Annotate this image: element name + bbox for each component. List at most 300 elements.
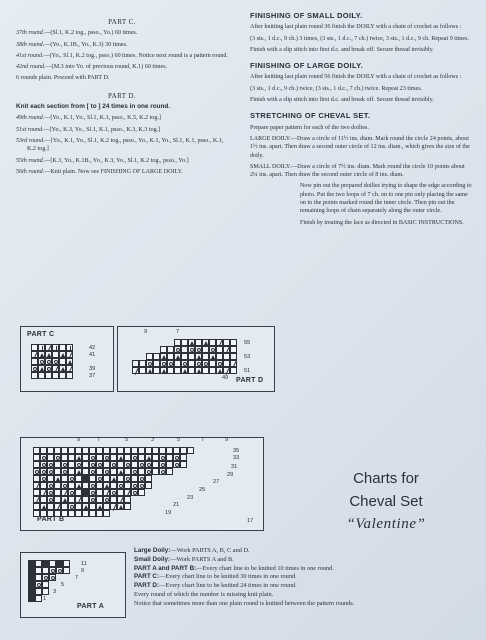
chart-cell [195, 367, 202, 374]
chart-cell [173, 447, 180, 454]
stretching-heading: STRETCHING OF CHEVAL SET. [250, 111, 371, 121]
legend [134, 547, 474, 609]
chart-cell [159, 454, 166, 461]
chart-cell [68, 489, 75, 496]
chart-cell [166, 454, 173, 461]
chart-cell [138, 475, 145, 482]
chart-cell [47, 475, 54, 482]
chart-cell [103, 461, 110, 468]
part-b-top-6: 7 [201, 437, 205, 443]
chart-cell [174, 346, 181, 353]
chart-cell [59, 372, 66, 379]
chart-cell [54, 461, 61, 468]
chart-cell [47, 454, 54, 461]
chart-cell [124, 461, 131, 468]
chart-cell [223, 353, 230, 360]
chart-cell [188, 346, 195, 353]
part-b-num-21: 21 [173, 502, 180, 508]
chart-cell [35, 588, 42, 595]
chart-cell [153, 360, 160, 367]
part-d-grid [132, 339, 237, 374]
title-line-1: Charts for [353, 470, 419, 487]
chart-cell [89, 447, 96, 454]
chart-cell [75, 489, 82, 496]
chart-cell [230, 367, 237, 374]
chart-cell [82, 496, 89, 503]
stretch-p5: Finish by treating the lace as directed in BASIC INSTRUCTIONS. [300, 219, 464, 226]
chart-cell [152, 461, 159, 468]
chart-cell [54, 482, 61, 489]
chart-cell [42, 588, 49, 595]
part-b-top-2: 7 [97, 437, 101, 443]
chart-cell [61, 447, 68, 454]
chart-cell [160, 367, 167, 374]
chart-cell [82, 447, 89, 454]
chart-cell [52, 372, 59, 379]
part-b-num-35: 35 [233, 448, 240, 454]
chart-cell [110, 475, 117, 482]
chart-cell [223, 360, 230, 367]
legend-note-1: Every round of which the number is missing knit plain. [134, 590, 274, 598]
part-d-top-9: 9 [144, 329, 148, 335]
chart-cell [35, 574, 42, 581]
chart-cell [82, 489, 89, 496]
part-a-num-3: 3 [53, 589, 57, 595]
chart-cell [181, 353, 188, 360]
chart-cell [35, 581, 42, 588]
chart-cell [223, 339, 230, 346]
part-b-top-4: 3 [151, 437, 155, 443]
chart-cell [54, 503, 61, 510]
chart-cell [75, 475, 82, 482]
chart-cell [174, 360, 181, 367]
chart-cell [61, 489, 68, 496]
round-56: 56th round.—Knit plain. Now see FINISHING OF LARGE DOILY. [16, 168, 183, 175]
chart-cell [68, 496, 75, 503]
chart-cell [82, 461, 89, 468]
small-finish-p1: After knitting last plain round 36 finish the DOILY with a chain of crochet as follows : [250, 24, 462, 31]
chart-cell [82, 510, 89, 517]
chart-cell [202, 353, 209, 360]
chart-cell [40, 475, 47, 482]
chart-part-d [117, 326, 275, 392]
chart-cell [145, 475, 152, 482]
chart-cell [103, 489, 110, 496]
chart-cell [131, 468, 138, 475]
chart-cell [103, 454, 110, 461]
chart-cell [82, 503, 89, 510]
stretch-p3: SMALL DOILY.—Draw a circle of 7½ ins. diam. Mark round the circle 10 points about 2¼ ins. apart. Then draw the second outer circle of 8 ins. diam. [250, 163, 465, 179]
chart-cell [35, 560, 42, 567]
chart-cell [131, 454, 138, 461]
chart-cell [117, 482, 124, 489]
chart-cell [61, 454, 68, 461]
part-b-num-23: 23 [187, 495, 194, 501]
chart-cell [66, 351, 73, 358]
chart-cell [54, 447, 61, 454]
chart-cell [152, 454, 159, 461]
chart-cell [33, 461, 40, 468]
chart-cell [230, 360, 237, 367]
chart-cell [31, 358, 38, 365]
chart-cell [188, 360, 195, 367]
chart-cell [40, 489, 47, 496]
chart-cell [110, 461, 117, 468]
chart-cell [82, 468, 89, 475]
chart-cell [33, 454, 40, 461]
round-37: 37th round.—(Sl.1, K.2 tog., psso., Yo.) 60 times. [16, 30, 138, 37]
chart-cell [209, 339, 216, 346]
chart-cell [35, 595, 42, 602]
part-c-num-39: 39 [89, 366, 96, 372]
chart-cell [61, 496, 68, 503]
chart-cell [124, 447, 131, 454]
chart-cell [96, 468, 103, 475]
chart-cell [28, 595, 35, 602]
chart-cell [160, 353, 167, 360]
chart-cell [56, 567, 63, 574]
stretch-p2: LARGE DOILY.—Draw a circle of 11½ ins. diam. Mark round the circle 24 points, about 1½ ins. apart. Then draw a second outer circle of 12 ins. diam., which gives the size of the doily. [250, 135, 470, 159]
chart-cell [152, 468, 159, 475]
chart-cell [82, 454, 89, 461]
chart-cell [61, 503, 68, 510]
chart-cell [139, 360, 146, 367]
chart-cell [145, 461, 152, 468]
chart-cell [124, 503, 131, 510]
chart-cell [49, 567, 56, 574]
chart-cell [47, 496, 54, 503]
round-49: 49th round.—[Yo., K.1, Yo., Sl.1, K.1, psso., K.5, K.2 tog.] [16, 115, 161, 122]
chart-cell [216, 339, 223, 346]
chart-cell [117, 447, 124, 454]
chart-cell [124, 489, 131, 496]
chart-cell [28, 567, 35, 574]
chart-cell [35, 567, 42, 574]
chart-cell [230, 353, 237, 360]
chart-cell [110, 503, 117, 510]
chart-cell [181, 367, 188, 374]
chart-cell [33, 496, 40, 503]
chart-cell [202, 360, 209, 367]
chart-cell [110, 454, 117, 461]
chart-cell [117, 461, 124, 468]
legend-part-c: PART C:—Every chart line to be knitted 30 times in one round. [134, 573, 297, 581]
chart-cell [45, 351, 52, 358]
chart-cell [31, 372, 38, 379]
chart-cell [159, 461, 166, 468]
chart-cell [52, 358, 59, 365]
part-c-label: PART C [27, 331, 55, 338]
chart-cell [63, 560, 70, 567]
chart-cell [145, 454, 152, 461]
part-b-num-29: 29 [227, 472, 234, 478]
part-b-num-25: 25 [199, 487, 206, 493]
chart-cell [216, 346, 223, 353]
chart-cell [68, 468, 75, 475]
part-d-num-53: 53 [244, 354, 251, 360]
chart-cell [202, 367, 209, 374]
chart-cell [38, 365, 45, 372]
knit-each-section: Knit each section from [ to ] 24 times in one round. [16, 103, 171, 111]
chart-cell [75, 496, 82, 503]
chart-cell [68, 461, 75, 468]
chart-cell [174, 367, 181, 374]
chart-cell [216, 360, 223, 367]
chart-cell [54, 475, 61, 482]
chart-cell [223, 346, 230, 353]
chart-cell [42, 567, 49, 574]
chart-cell [33, 475, 40, 482]
chart-cell [47, 468, 54, 475]
chart-cell [131, 475, 138, 482]
chart-cell [166, 468, 173, 475]
chart-cell [110, 489, 117, 496]
chart-cell [45, 358, 52, 365]
legend-part-d: PART D:—Every chart line to be knitted 24 times in one round. [134, 582, 297, 590]
chart-cell [117, 468, 124, 475]
chart-cell [31, 365, 38, 372]
finishing-small-heading: FINISHING OF SMALL DOILY. [250, 11, 363, 20]
chart-cell [132, 360, 139, 367]
chart-cell [209, 360, 216, 367]
chart-cell [110, 447, 117, 454]
chart-cell [66, 358, 73, 365]
chart-cell [153, 353, 160, 360]
chart-cell [40, 503, 47, 510]
chart-cell [174, 353, 181, 360]
chart-cell [47, 503, 54, 510]
chart-cell [131, 482, 138, 489]
chart-cell [59, 365, 66, 372]
chart-cell [146, 360, 153, 367]
chart-cell [40, 496, 47, 503]
chart-cell [96, 510, 103, 517]
small-finish-p3: Finish with a slip stitch into first d.c. and break off. Secure thread invisibly. [250, 46, 434, 53]
chart-cell [167, 353, 174, 360]
large-finish-p2: (3 sts., 1 d.c., 9 ch.) twice, (3 sts., 1 d.c., 7 ch.) twice. Repeat 23 times. [250, 85, 423, 92]
chart-cell [47, 447, 54, 454]
chart-part-a [20, 552, 126, 618]
chart-cell [89, 482, 96, 489]
chart-cell [145, 482, 152, 489]
chart-cell [131, 461, 138, 468]
chart-cell [145, 447, 152, 454]
chart-cell [124, 468, 131, 475]
round-51: 51st round.—[Yo., K.3, Yo., Sl.1, K.1, psso., K.3, K.3 tog.] [16, 126, 161, 133]
chart-cell [38, 372, 45, 379]
chart-cell [138, 489, 145, 496]
chart-cell [166, 447, 173, 454]
round-53: 53rd round.—[Yo., K.1, Yo., Sl.1, K.2 tog., psso., Yo., K.1, Yo., Sl.1, K.1, psso., K.1, K.2 tog.] [16, 137, 224, 153]
chart-cell [59, 344, 66, 351]
chart-cell [47, 461, 54, 468]
part-a-num-11: 11 [81, 561, 87, 567]
part-b-top-1: 9 [77, 437, 81, 443]
chart-cell [96, 482, 103, 489]
chart-cell [31, 344, 38, 351]
chart-cell [187, 447, 194, 454]
chart-cell [75, 461, 82, 468]
chart-cell [45, 365, 52, 372]
chart-cell [103, 475, 110, 482]
chart-cell [159, 447, 166, 454]
round-42: 42nd round.—(M.3 into Yo. of previous round, K.1) 60 times. [16, 64, 168, 71]
part-b-num-31: 31 [231, 464, 238, 470]
chart-cell [89, 461, 96, 468]
chart-cell [33, 447, 40, 454]
chart-cell [68, 503, 75, 510]
chart-cell [42, 581, 49, 588]
chart-cell [89, 468, 96, 475]
chart-cell [38, 351, 45, 358]
round-38: 38th round.—(Yo., K.1B., Yo., K.3) 30 times. [16, 41, 128, 48]
round-55: 55th round.—[K.3, Yo., K.1B., Yo., K.3, Yo., Sl.1, K.2 tog., psso., Yo.] [16, 157, 189, 164]
chart-cell [195, 339, 202, 346]
chart-cell [138, 447, 145, 454]
chart-cell [195, 360, 202, 367]
chart-cell [160, 360, 167, 367]
chart-cell [180, 454, 187, 461]
chart-cell [82, 482, 89, 489]
chart-cell [124, 475, 131, 482]
part-a-num-5: 5 [61, 582, 65, 588]
stretch-p4: Now pin out the prepared doilies trying to shape the edge according to photo. Put the two loops of 7 ch. on to one pin only placing the same on to the points marked round the inner circle. Then pin out the remaining loops of chain separately along the outer circle. [300, 183, 472, 215]
chart-cell [103, 496, 110, 503]
chart-cell [103, 482, 110, 489]
part-d-heading: PART D. [107, 91, 137, 100]
chart-cell [75, 510, 82, 517]
chart-cell [202, 346, 209, 353]
chart-cell [89, 496, 96, 503]
chart-cell [63, 567, 70, 574]
stretch-p1: Prepare paper pattern for each of the two doilies. [250, 124, 369, 131]
right-column [250, 12, 472, 230]
part-c-num-42: 42 [89, 345, 96, 351]
chart-cell [180, 447, 187, 454]
chart-cell [146, 367, 153, 374]
chart-cell [138, 461, 145, 468]
chart-cell [124, 454, 131, 461]
chart-cell [110, 482, 117, 489]
chart-cell [96, 454, 103, 461]
part-a-label: PART A [77, 603, 105, 610]
chart-cell [216, 367, 223, 374]
chart-cell [110, 496, 117, 503]
chart-cell [103, 468, 110, 475]
small-finish-p2: (3 sts., 1 d.c., 9 ch.) 3 times, (3 sts., 1 d.c., 7 ch.) twice, 3 sts., 1 d.c., 9 ch. Repeat 9 times. [250, 35, 470, 42]
chart-cell [167, 360, 174, 367]
chart-cell [110, 468, 117, 475]
chart-cell [216, 353, 223, 360]
chart-cell [146, 353, 153, 360]
chart-cell [42, 574, 49, 581]
chart-cell [75, 482, 82, 489]
chart-cell [66, 365, 73, 372]
chart-cell [59, 358, 66, 365]
legend-note-2: Notice that sometimes more than one plain round is knitted between the pattern rounds. [134, 599, 355, 607]
chart-cell [159, 468, 166, 475]
chart-cell [28, 588, 35, 595]
chart-cell [160, 346, 167, 353]
chart-part-b [20, 437, 264, 531]
part-a-num-7: 7 [75, 575, 79, 581]
chart-cell [181, 339, 188, 346]
chart-cell [96, 461, 103, 468]
chart-cell [38, 344, 45, 351]
chart-cell [103, 447, 110, 454]
part-b-num-19: 19 [165, 510, 172, 516]
chart-cell [89, 503, 96, 510]
chart-cell [68, 482, 75, 489]
chart-cell [96, 475, 103, 482]
chart-cell [117, 496, 124, 503]
part-a-grid [28, 560, 70, 602]
chart-cell [54, 489, 61, 496]
chart-cell [117, 454, 124, 461]
chart-cell [52, 351, 59, 358]
chart-cell [209, 367, 216, 374]
chart-cell [45, 372, 52, 379]
chart-cell [47, 489, 54, 496]
part-b-top-7: 9 [225, 437, 229, 443]
chart-cell [66, 344, 73, 351]
chart-cell [145, 468, 152, 475]
chart-cell [181, 360, 188, 367]
chart-cell [82, 475, 89, 482]
chart-cell [202, 339, 209, 346]
chart-part-c [20, 326, 114, 392]
chart-cell [173, 454, 180, 461]
finishing-large-heading: FINISHING OF LARGE DOILY. [250, 61, 364, 71]
chart-cell [96, 489, 103, 496]
chart-cell [153, 367, 160, 374]
chart-cell [33, 489, 40, 496]
part-c-heading: PART C. [108, 18, 136, 26]
large-finish-p1: After knitting last plain round 56 finish the DOILY with a chain of crochet as follows : [250, 74, 462, 81]
chart-cell [138, 454, 145, 461]
chart-cell [132, 367, 139, 374]
chart-cell [75, 447, 82, 454]
chart-cell [152, 447, 159, 454]
chart-cell [54, 454, 61, 461]
chart-cell [75, 503, 82, 510]
chart-cell [209, 353, 216, 360]
chart-cell [166, 461, 173, 468]
chart-cell [52, 365, 59, 372]
legend-small: Small Doily:—Work PARTS A and B. [134, 555, 234, 563]
chart-cell [230, 346, 237, 353]
chart-cell [103, 510, 110, 517]
part-b-top-3: 5 [125, 437, 129, 443]
chart-cell [103, 503, 110, 510]
chart-cell [61, 468, 68, 475]
chart-cell [40, 454, 47, 461]
chart-cell [49, 560, 56, 567]
chart-cell [96, 503, 103, 510]
chart-cell [230, 339, 237, 346]
chart-cell [117, 475, 124, 482]
chart-cell [138, 468, 145, 475]
chart-cell [124, 482, 131, 489]
chart-cell [131, 447, 138, 454]
part-b-label: PART B [37, 516, 65, 523]
chart-cell [188, 353, 195, 360]
chart-cell [188, 339, 195, 346]
chart-cell [195, 346, 202, 353]
chart-cell [68, 510, 75, 517]
chart-cell [173, 461, 180, 468]
chart-cell [56, 560, 63, 567]
